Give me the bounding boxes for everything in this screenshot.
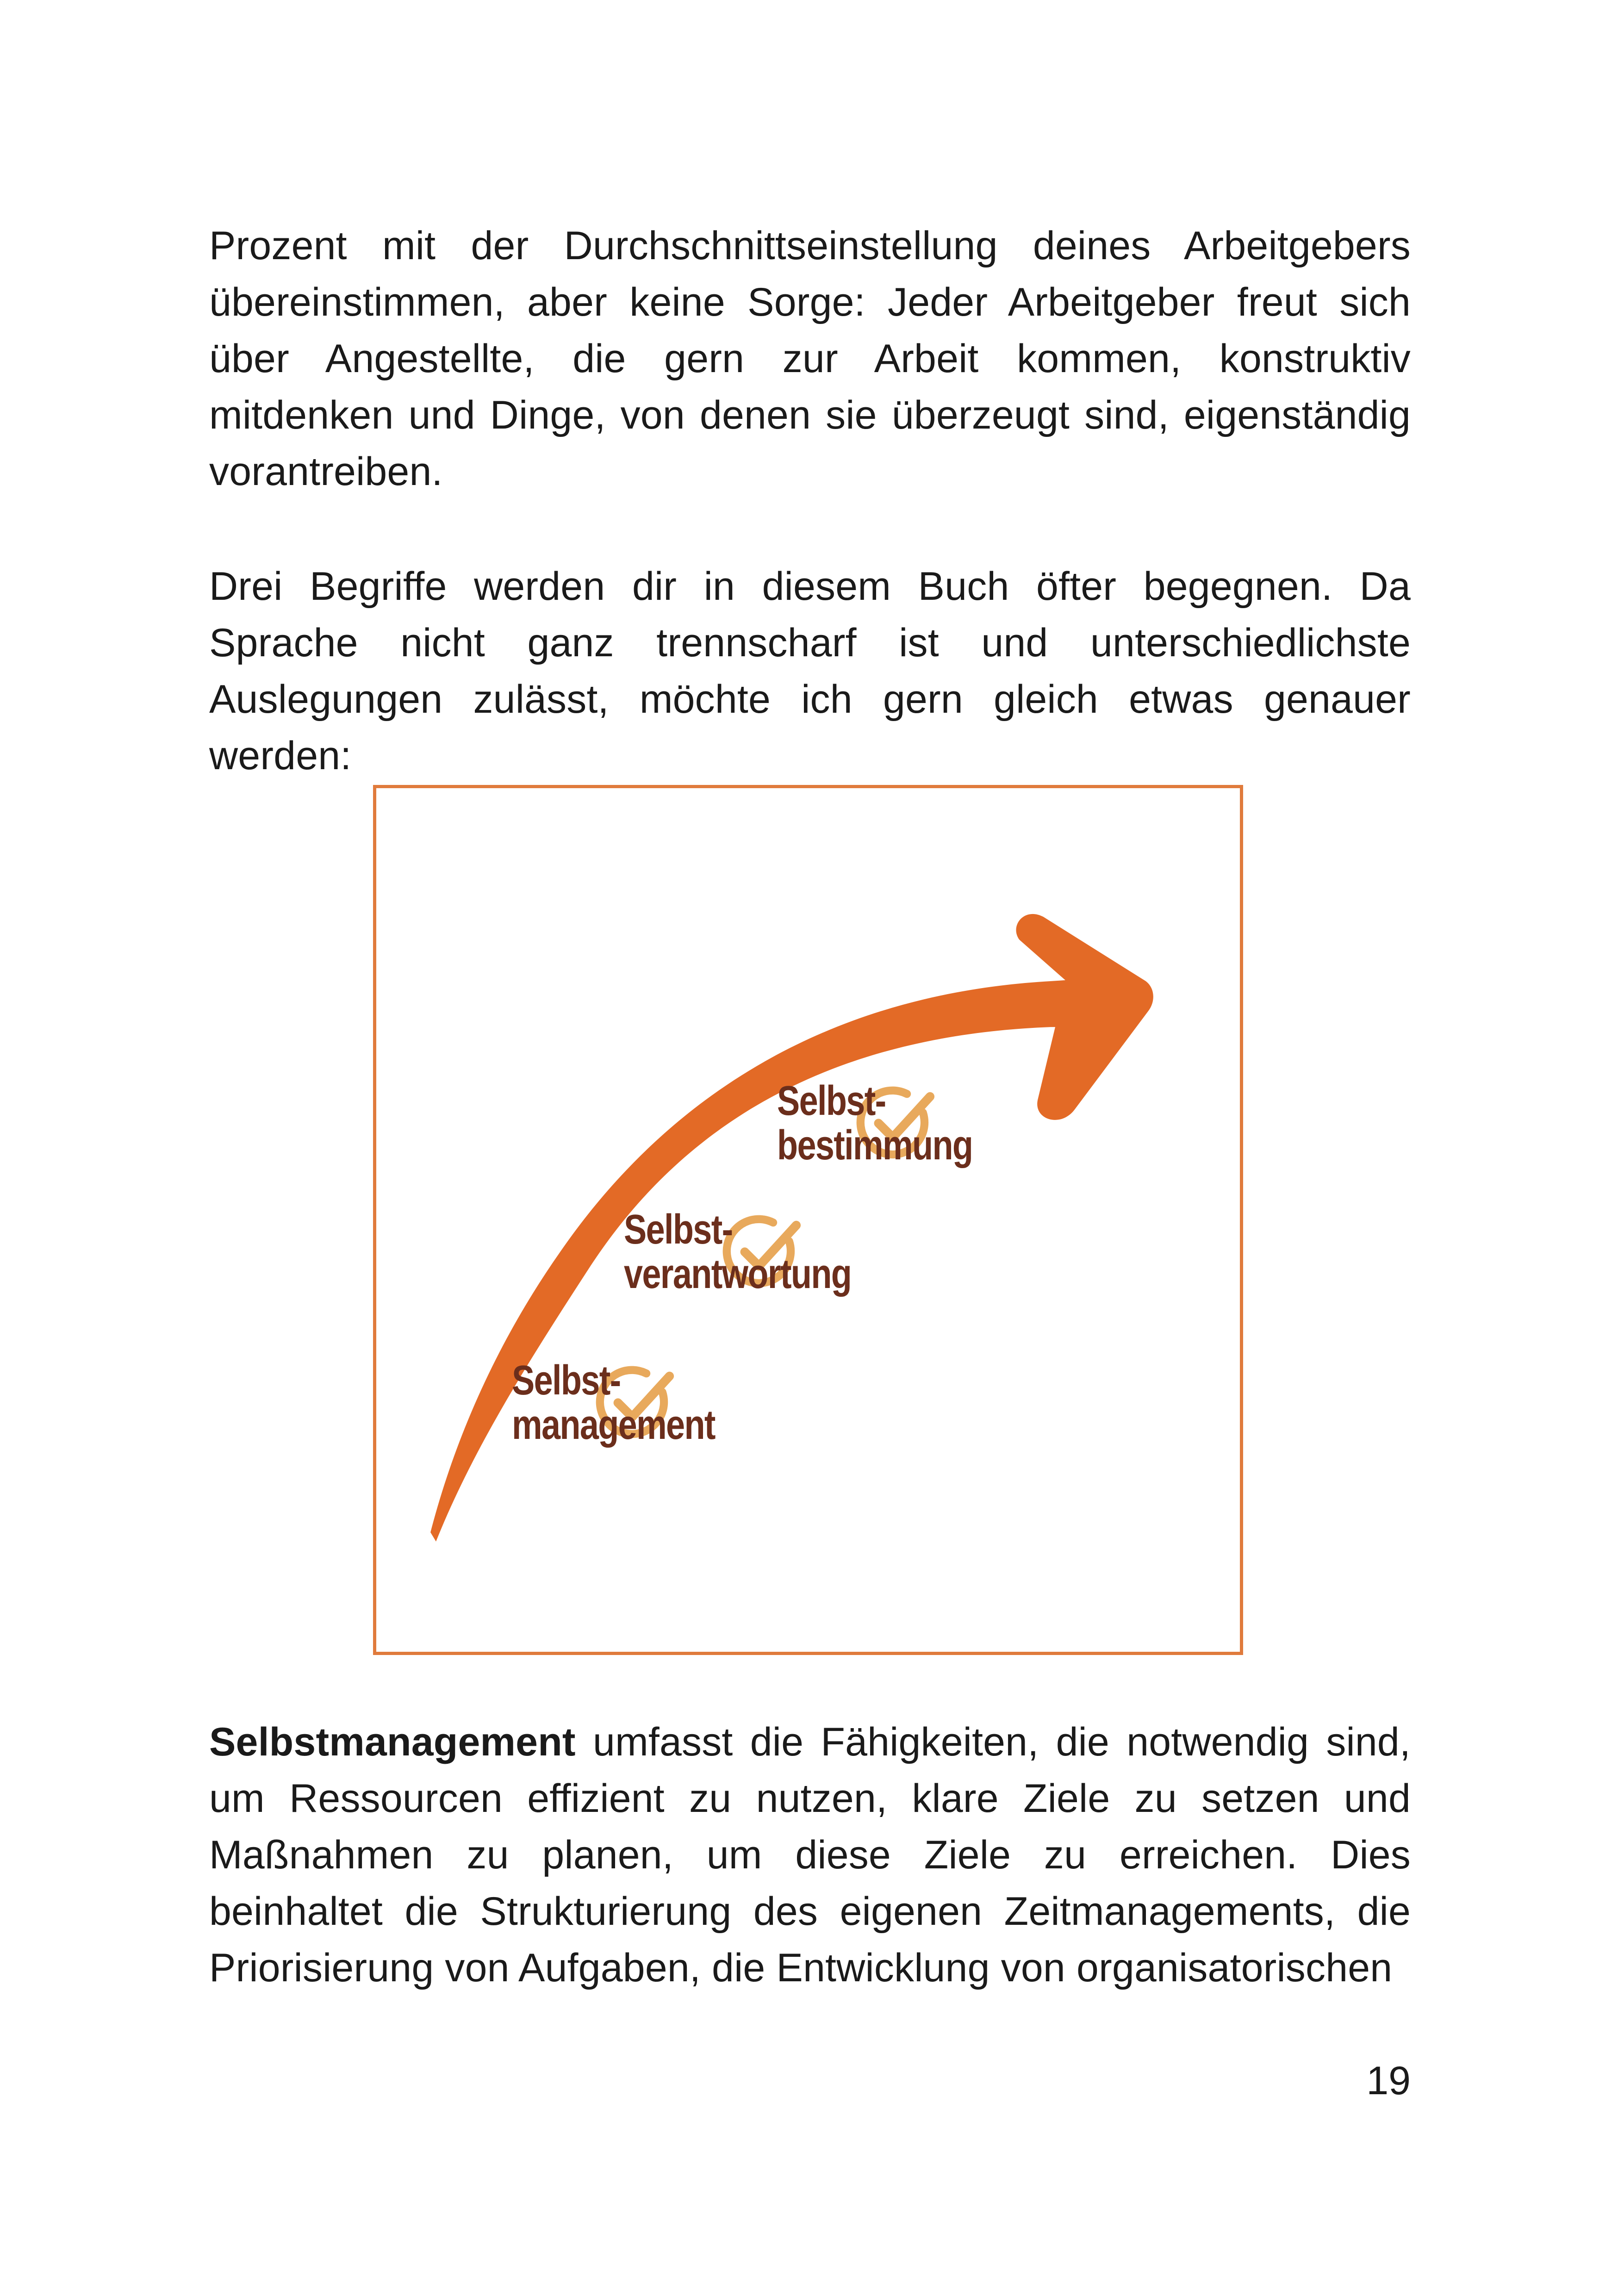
paragraph-selbstmanagement-definition [209,1714,1411,1996]
paragraph-intro-continuation: Prozent mit der Durchschnittseinstellung deines Arbeitgebers übereinstimmen, aber keine Sorge: Jeder Arbeitgeber freut sich über Angestellte, die gern zur Arbeit kommen, konstruktiv mitdenken und Dinge, von denen sie überzeugt sind, eigenständig vorantreiben. [209,224,1411,494]
label-selbstbestimmung [777,1079,1015,1168]
label-text-selbstverantwortung: Selbst- verantwortung [624,1207,852,1297]
definition-text: umfasst die Fähigkeiten, die notwendig sind, um Ressourcen effizient zu nutzen, klare Ziele zu setzen und Maßnahmen zu planen, um diese Ziele zu erreichen. Dies beinhaltet die Strukturierung des eigenen Zeitmanagements, die Priorisierung von Aufgaben, die Entwicklung von organisatorischen [209,1720,1411,1990]
page-number: 19 [1366,2059,1411,2103]
figure-self-development-diagram [373,785,1243,1655]
label-selbstmanagement [512,1358,759,1447]
label-text-selbstmanagement: Selbst- management [512,1357,715,1448]
term-selbstmanagement: Selbstmanagement [209,1720,576,1764]
label-text-selbstbestimmung: Selbst- bestimmung [777,1078,973,1169]
paragraph-three-terms: Drei Begriffe werden dir in diesem Buch öfter begegnen. Da Sprache nicht ganz trennscharf ist und unterschiedlichste Auslegungen zulässt, möchte ich gern gleich etwas genauer werden: [209,564,1411,778]
label-selbstverantwortung [624,1207,901,1296]
